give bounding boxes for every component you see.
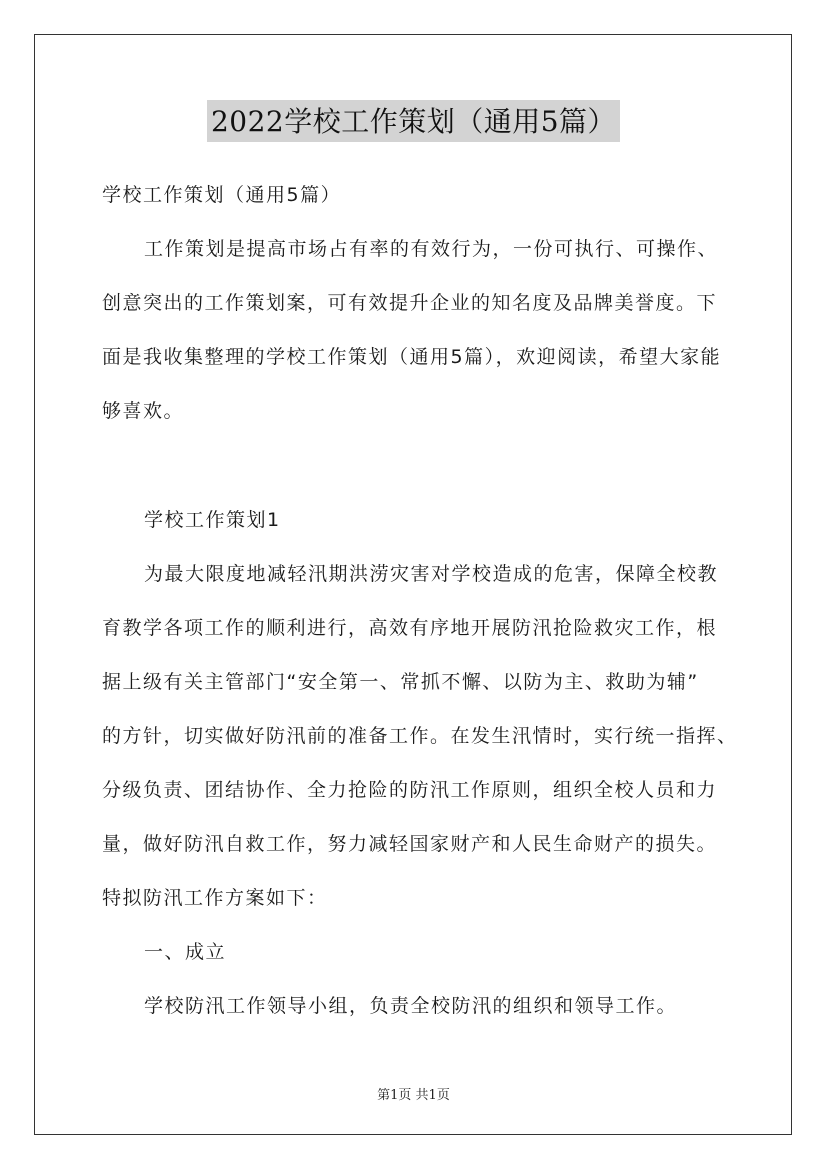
page-footer: 第1页 共1页 bbox=[377, 1088, 450, 1103]
body-line: 为最大限度地减轻汛期洪涝灾害对学校造成的危害，保障全校教 bbox=[144, 563, 719, 585]
intro-line: 面是我收集整理的学校工作策划（通用5篇），欢迎阅读，希望大家能 bbox=[102, 346, 722, 368]
body-line: 据上级有关主管部门“安全第一、常抓不懈、以防为主、救助为辅” bbox=[102, 671, 699, 693]
intro-line: 创意突出的工作策划案，可有效提升企业的知名度及品牌美誉度。下 bbox=[102, 292, 718, 314]
body-line: 量，做好防汛自救工作，努力减轻国家财产和人民生命财产的损失。 bbox=[102, 833, 718, 855]
body-line: 的方针，切实做好防汛前的准备工作。在发生汛情时，实行统一指挥、 bbox=[102, 725, 738, 747]
item-heading: 一、成立 bbox=[144, 941, 227, 963]
intro-line: 工作策划是提高市场占有率的有效行为，一份可执行、可操作、 bbox=[144, 238, 719, 260]
section-heading: 学校工作策划1 bbox=[144, 509, 281, 531]
item-body: 学校防汛工作领导小组，负责全校防汛的组织和领导工作。 bbox=[144, 995, 678, 1017]
document-title: 2022学校工作策划（通用5篇） bbox=[207, 100, 620, 142]
body-line: 育教学各项工作的顺利进行，高效有序地开展防汛抢险救灾工作，根 bbox=[102, 617, 718, 639]
intro-line: 够喜欢。 bbox=[102, 400, 185, 422]
title-container bbox=[0, 100, 827, 142]
document-subtitle: 学校工作策划（通用5篇） bbox=[102, 184, 342, 206]
body-line: 特拟防汛工作方案如下： bbox=[102, 887, 328, 909]
body-line: 分级负责、团结协作、全力抢险的防汛工作原则，组织全校人员和力 bbox=[102, 779, 718, 801]
